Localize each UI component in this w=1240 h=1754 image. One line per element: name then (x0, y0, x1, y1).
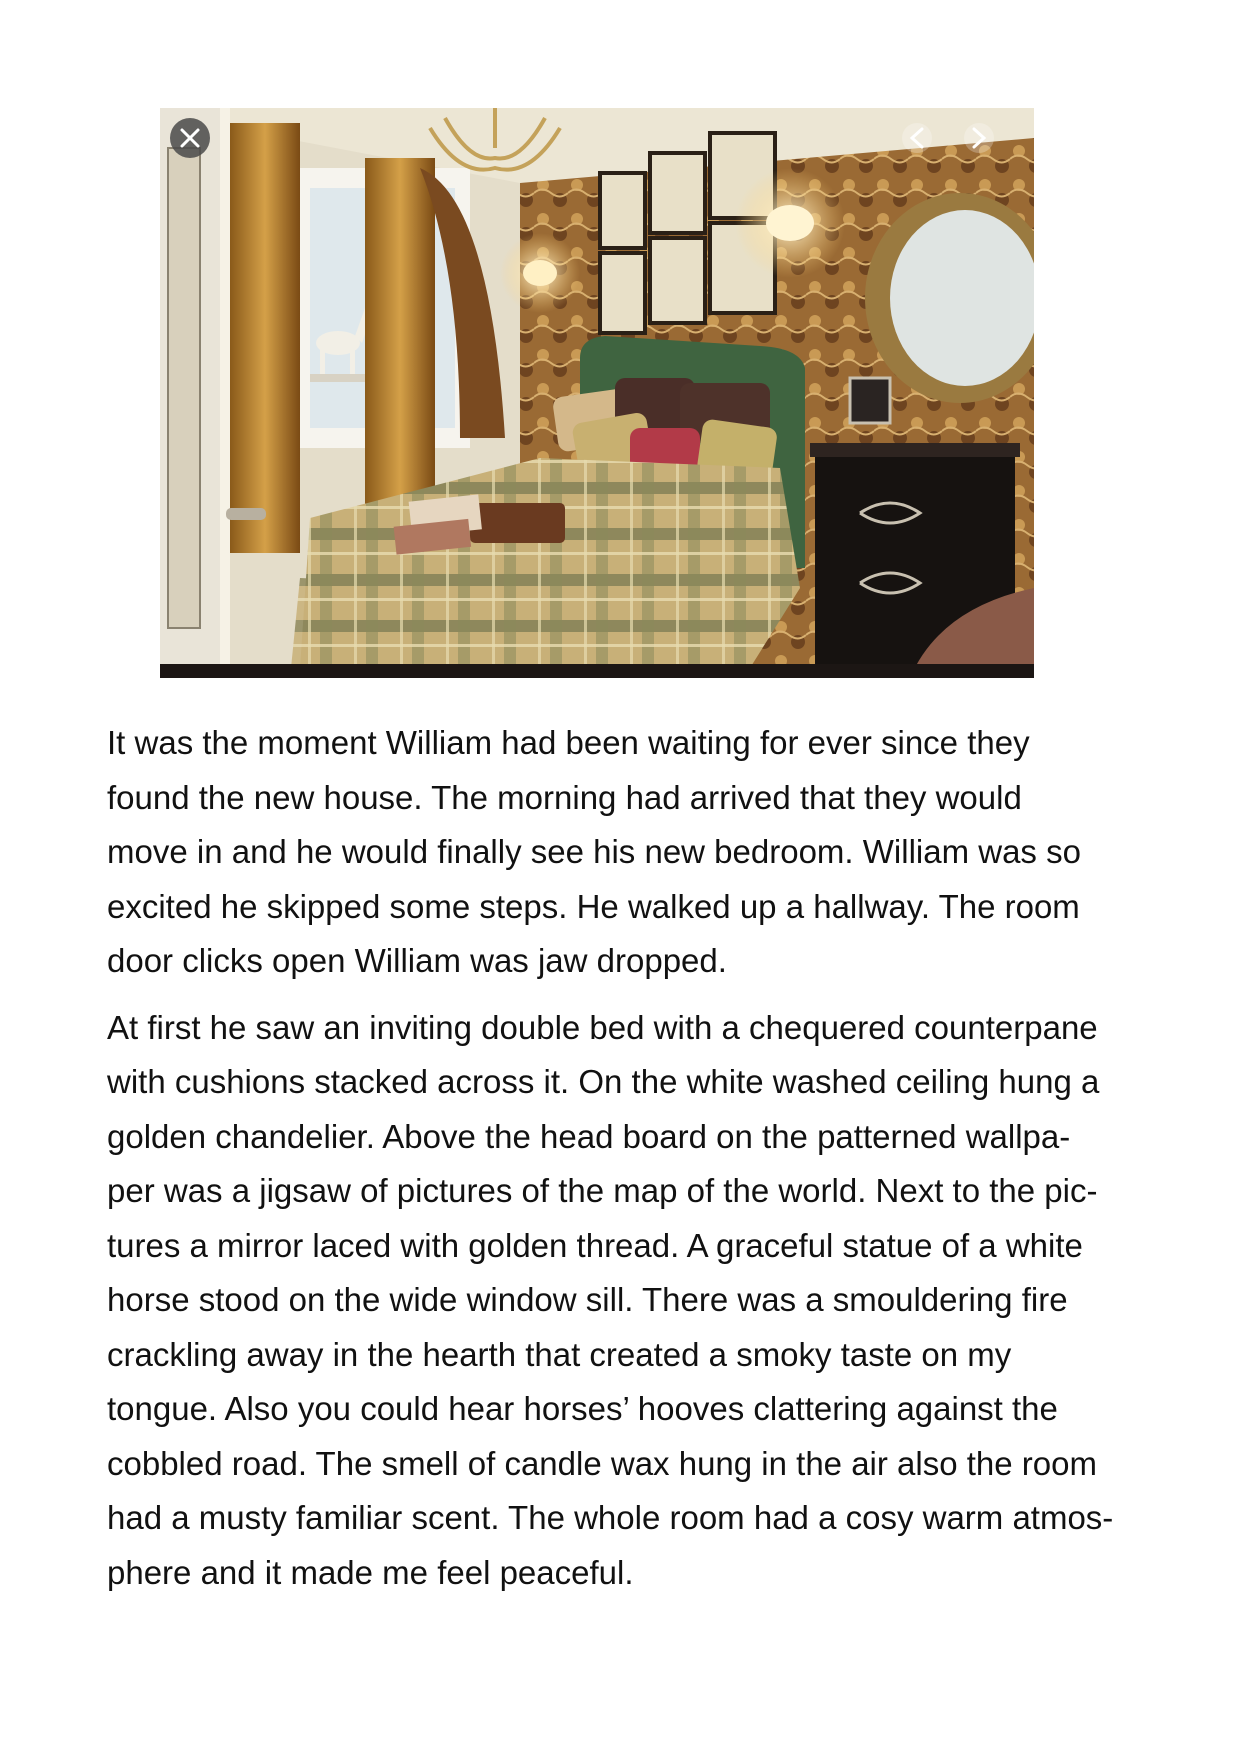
text-line: cobbled road. The smell of candle wax hung in the air also the room (107, 1444, 1097, 1482)
chevron-right-icon[interactable] (964, 123, 994, 153)
text-line: door clicks open William was jaw dropped. (107, 942, 727, 979)
story-text (107, 716, 1152, 1612)
text-line: excited he skipped some steps. He walked up a hallway. The room (107, 887, 1080, 925)
text-line: golden chandelier. Above the head board on the patterned wallpa- (107, 1117, 1071, 1155)
text-line: tures a mirror laced with golden thread. A graceful statue of a white (107, 1226, 1083, 1264)
text-line: found the new house. The morning had arrived that they would (107, 778, 1022, 816)
text-line: had a musty familiar scent. The whole room had a cosy warm atmos- (107, 1499, 1114, 1536)
bedroom-illustration (160, 108, 1034, 678)
text-line: It was the moment William had been waiting for ever since they (107, 724, 1030, 761)
text-line: horse stood on the wide window sill. There was a smouldering fire (107, 1281, 1068, 1318)
paragraph-2 (107, 1001, 1152, 1601)
chevron-left-icon[interactable] (902, 123, 932, 153)
text-line: crackling away in the hearth that created a smoky taste on my (107, 1335, 1012, 1373)
close-icon[interactable] (170, 118, 210, 158)
text-line: move in and he would finally see his new bedroom. William was so (107, 833, 1081, 870)
text-line: per was a jigsaw of pictures of the map of the world. Next to the pic- (107, 1172, 1098, 1209)
text-line: with cushions stacked across it. On the white washed ceiling hung a (107, 1063, 1100, 1100)
paragraph-1 (107, 716, 1152, 989)
text-line: At first he saw an inviting double bed with a chequered counterpane (107, 1008, 1098, 1046)
text-line: tongue. Also you could hear horses’ hooves clattering against the (107, 1390, 1058, 1427)
text-line: phere and it made me feel peaceful. (107, 1553, 634, 1591)
bedroom-photo (160, 108, 1034, 678)
